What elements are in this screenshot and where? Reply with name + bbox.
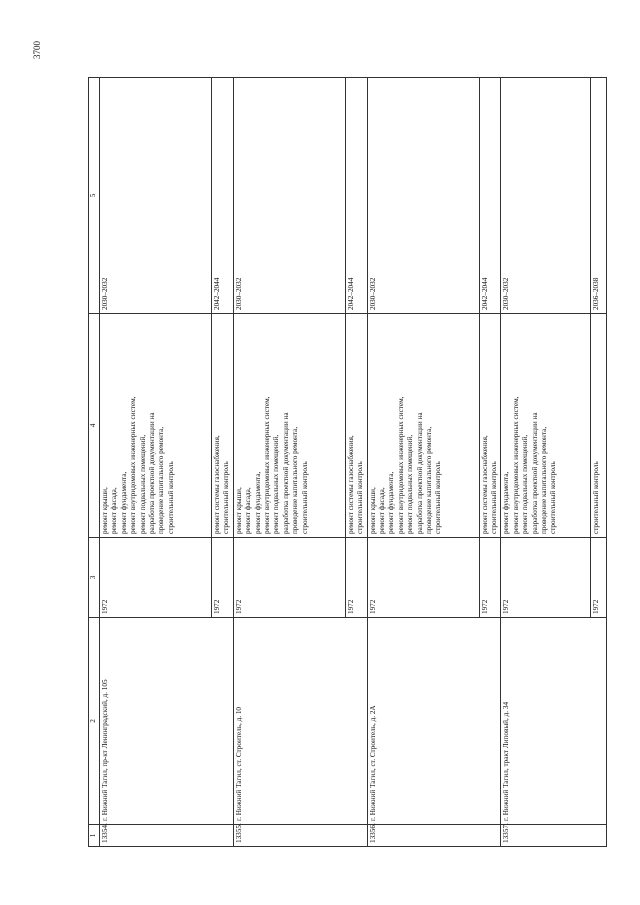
works-cell [501,314,591,538]
address-cell: г. Нижний Тагил, ст. Строитель, д. 2А [367,618,501,825]
works-cell [345,314,367,538]
row-number: 13355. [233,825,367,847]
column-header: 1 [89,825,100,847]
year-cell: 1972 [345,538,367,618]
table-row [501,78,591,847]
year-cell: 1972 [367,538,479,618]
work-item: строительный контроль [166,461,175,534]
column-header: 2 [89,618,100,825]
work-item: ремонт крыши, [101,487,109,534]
address-cell: г. Нижний Тагил, ст. Строитель, д. 10 [233,618,367,825]
work-item: ремонт системы газоснабжения, [346,435,355,534]
works-cell [100,314,212,538]
work-item: ремонт внутридомовых инженерных систем, [263,396,272,534]
period-cell: 2036–2038 [591,78,607,314]
column-header: 4 [89,314,100,538]
work-item: ремонт крыши, [368,487,377,534]
works-cell [479,314,501,538]
work-item: ремонт фасада, [378,487,387,534]
work-item: строительный контроль [300,461,309,534]
table-row [233,78,345,847]
works-cell [591,314,607,538]
work-item: ремонт крыши, [234,487,243,534]
period-cell: 2030–2032 [100,78,212,314]
work-item: строительный контроль [356,461,365,534]
work-item: ремонт внутридомовых инженерных систем, [511,396,520,534]
works-cell [367,314,479,538]
year-cell: 1972 [479,538,501,618]
work-item: разработка проектной документации на [415,412,424,534]
rotated-table-sheet [88,77,601,847]
work-item: строительный контроль [434,461,443,534]
work-item: ремонт фасада, [244,487,253,534]
address-cell: г. Нижний Тагил, пр-кт Ленинградский, д. 105 [100,618,234,825]
year-cell: 1972 [212,538,234,618]
column-header: 5 [89,78,100,314]
work-item: ремонт подвальных помещений, [272,434,281,534]
header-row [89,78,100,847]
work-item: строительный контроль [222,461,231,534]
work-item: ремонт внутридомовых инженерных систем, [396,396,405,534]
work-item: ремонт внутридомовых инженерных систем, [129,396,138,534]
work-item: ремонт фундамента, [119,471,128,534]
work-item: ремонт системы газоснабжения, [213,435,221,534]
address-cell: г. Нижний Тагил, тракт Липовый, д. 34 [501,618,607,825]
work-item: ремонт фундамента, [253,471,262,534]
year-cell: 1972 [233,538,345,618]
work-item: ремонт системы газоснабжения, [480,435,489,534]
table-row [367,78,479,847]
row-number: 13354. [100,825,234,847]
work-item: разработка проектной документации на [148,412,157,534]
work-item: ремонт фасада, [110,487,119,534]
work-item: ремонт подвальных помещений, [406,434,415,534]
works-cell [212,314,234,538]
row-number: 13356. [367,825,501,847]
period-cell: 2030–2032 [501,78,591,314]
column-header: 3 [89,538,100,618]
work-item: разработка проектной документации на [530,412,539,534]
work-item: строительный контроль [490,461,499,534]
period-cell: 2030–2032 [233,78,345,314]
work-item: проведение капитального ремонта, [425,426,434,534]
work-item: ремонт подвальных помещений, [138,434,147,534]
works-cell [233,314,345,538]
period-cell: 2030–2032 [367,78,479,314]
work-item: проведение капитального ремонта, [157,426,166,534]
work-item: проведение капитального ремонта, [540,426,549,534]
year-cell: 1972 [501,538,591,618]
work-item: ремонт подвальных помещений, [521,434,530,534]
work-item: строительный контроль [549,461,558,534]
row-number: 13357. [501,825,607,847]
period-cell: 2042–2044 [212,78,234,314]
table-body [100,78,607,847]
page-number: 3700 [32,41,42,59]
period-cell: 2042–2044 [479,78,501,314]
table-row [100,78,212,847]
work-item: разработка проектной документации на [281,412,290,534]
year-cell: 1972 [591,538,607,618]
work-item: ремонт фундамента, [387,471,396,534]
work-item: проведение капитального ремонта, [291,426,300,534]
period-cell: 2042–2044 [345,78,367,314]
work-item: строительный контроль [592,461,601,534]
work-item: ремонт фундамента, [502,471,511,534]
year-cell: 1972 [100,538,212,618]
repair-schedule-table [88,77,607,847]
